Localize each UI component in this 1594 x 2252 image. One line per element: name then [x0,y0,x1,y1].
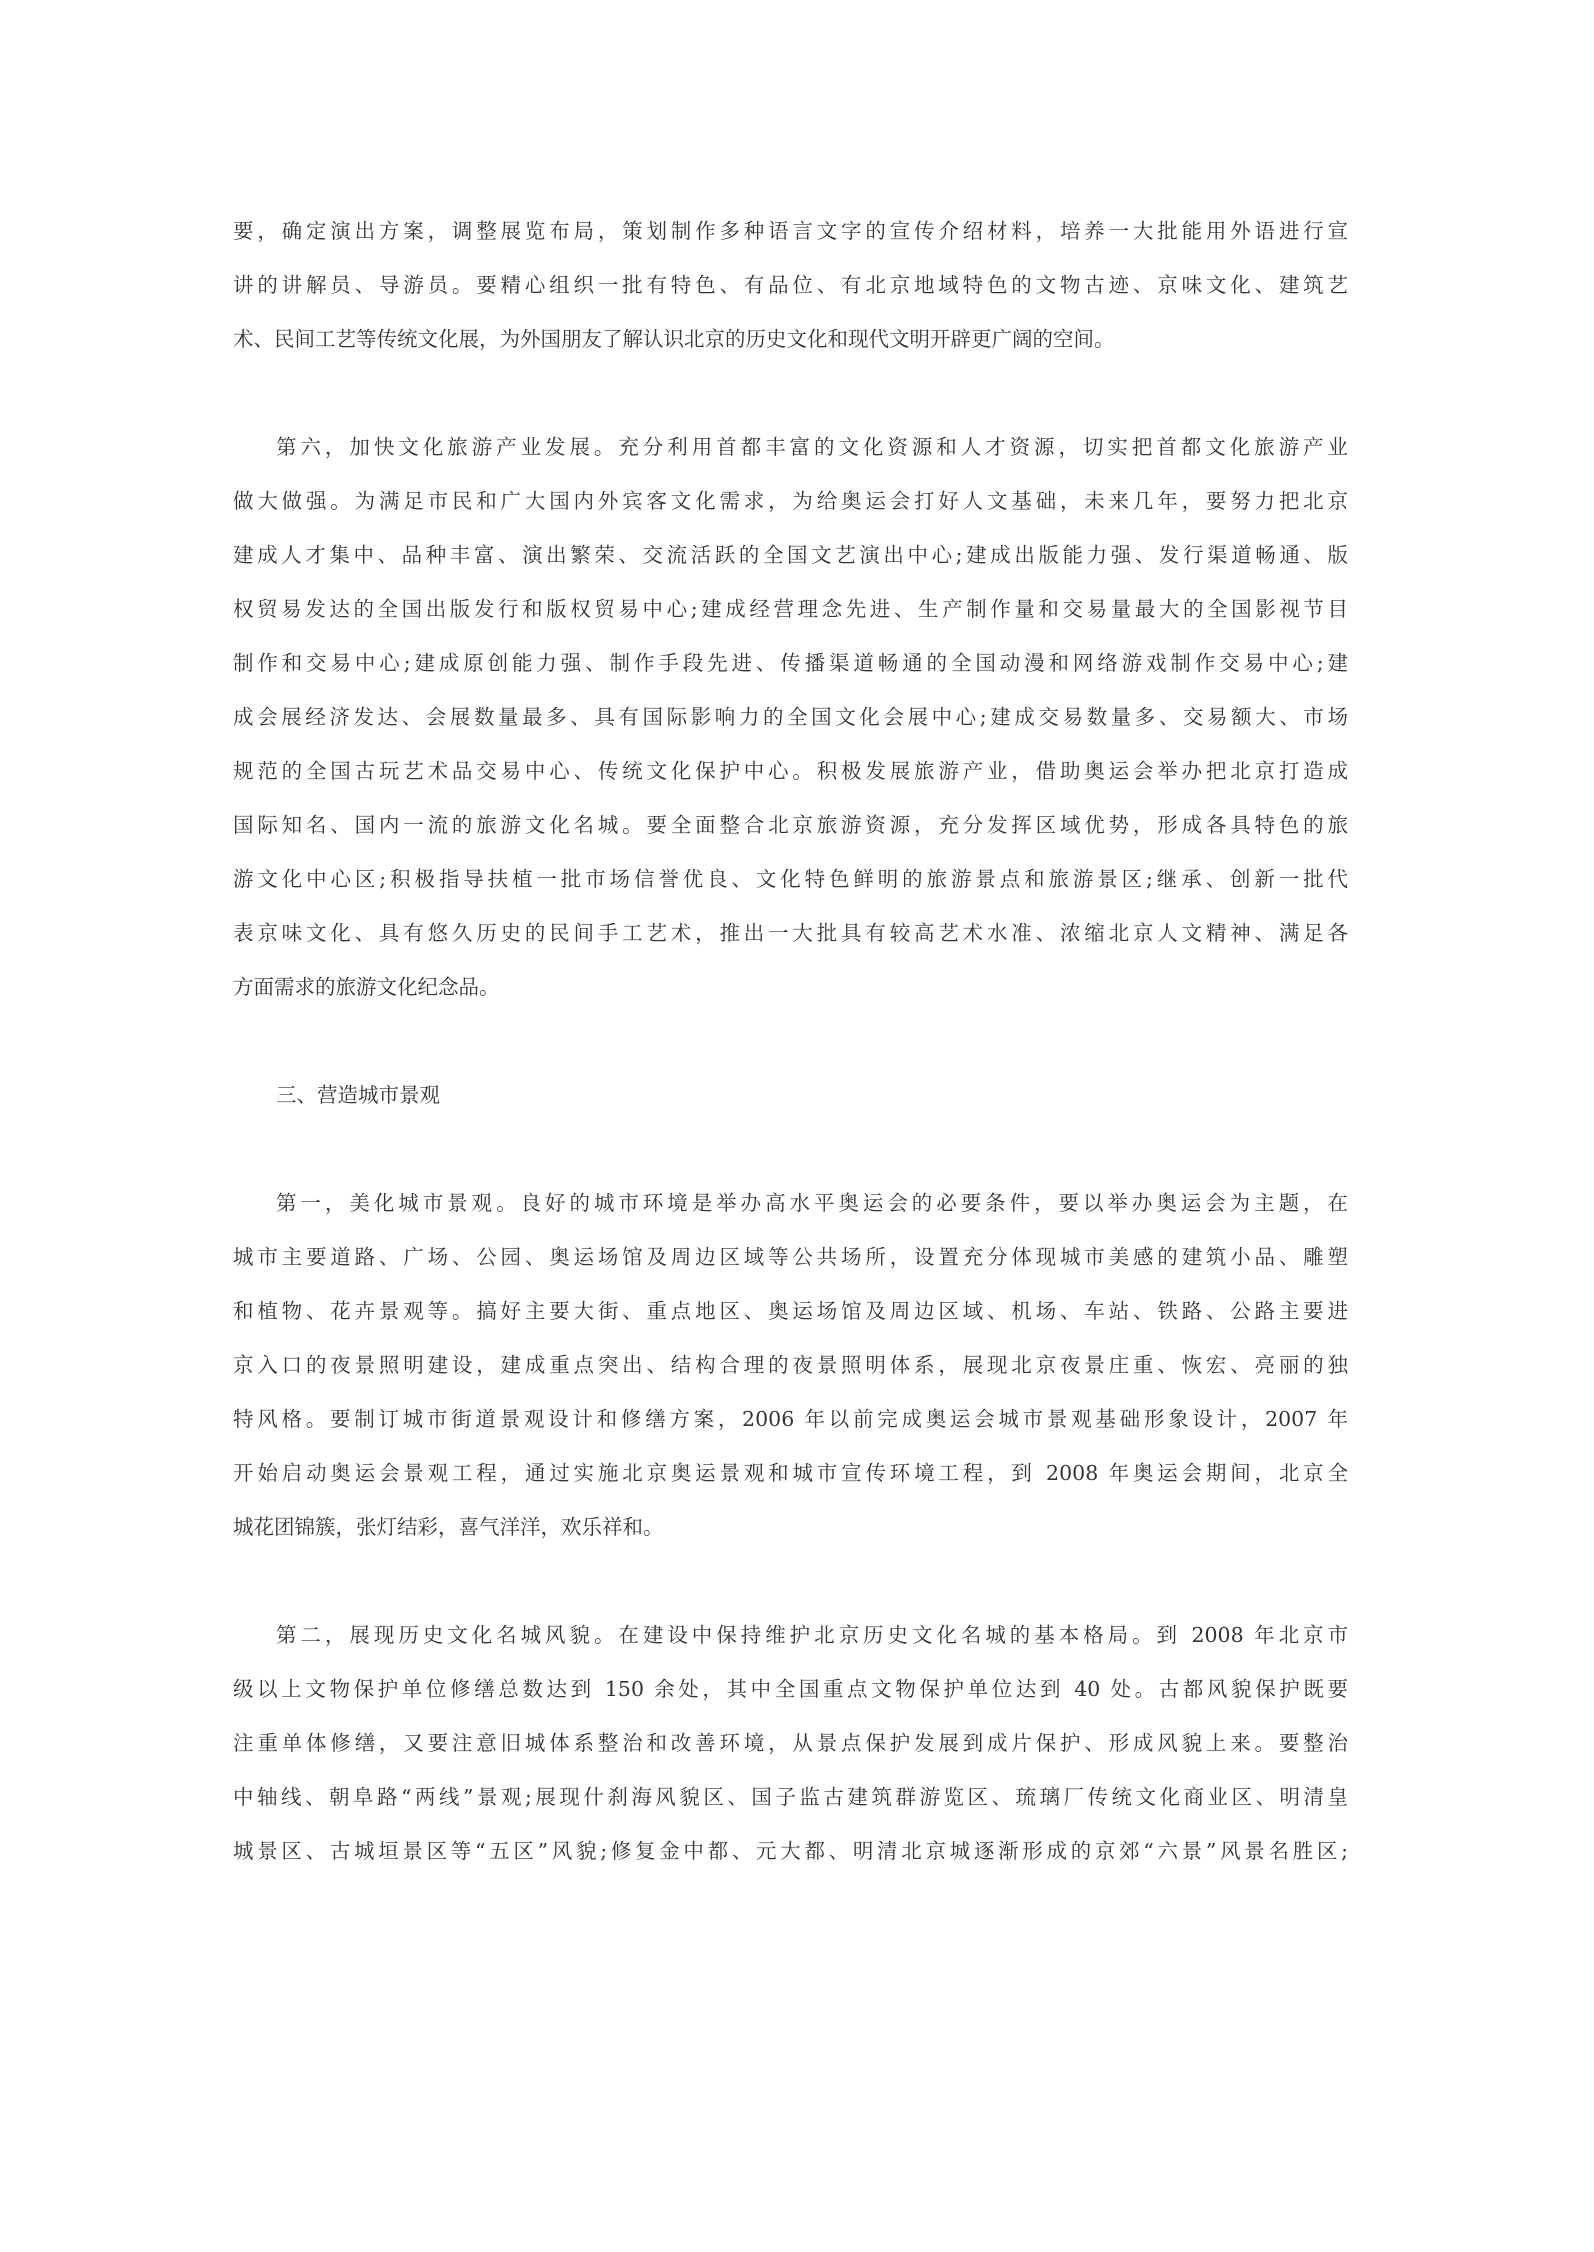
section-heading-text: 三、营造城市景观 [276,1083,440,1107]
text-line: 特风格。要制订城市街道景观设计和修缮方案，2006 年以前完成奥运会城市景观基础形象设计，2007 年 [233,1407,1348,1431]
text-line: 建成人才集中、品种丰富、演出繁荣、交流活跃的全国文艺演出中心;建成出版能力强、发行渠道畅通、版 [233,543,1348,567]
text-line: 方面需求的旅游文化纪念品。 [233,975,500,999]
paragraph-sixth-tourism [233,420,1348,1014]
text-line: 城景区、古城垣景区等“五区”风貌;修复金中都、元大都、明清北京城逐渐形成的京郊“六景”风景名胜区; [233,1839,1348,1863]
paragraph-second-heritage [233,1608,1348,1878]
text-line: 城市主要道路、广场、公园、奥运场馆及周边区域等公共场所，设置充分体现城市美感的建筑小品、雕塑 [233,1245,1348,1269]
text-line: 开始启动奥运会景观工程，通过实施北京奥运景观和城市宣传环境工程，到 2008 年奥运会期间，北京全 [233,1461,1348,1485]
text-line: 游文化中心区;积极指导扶植一批市场信誉优良、文化特色鲜明的旅游景点和旅游景区;继承、创新一批代 [233,867,1348,891]
document-page [233,204,1348,1932]
text-line: 和植物、花卉景观等。搞好主要大街、重点地区、奥运场馆及周边区域、机场、车站、铁路、公路主要进 [233,1299,1348,1323]
paragraph-foreign-promotion [233,204,1348,366]
text-line: 规范的全国古玩艺术品交易中心、传统文化保护中心。积极发展旅游产业，借助奥运会举办把北京打造成 [233,759,1348,783]
text-line: 第六，加快文化旅游产业发展。充分利用首都丰富的文化资源和人才资源，切实把首都文化旅游产业 [276,435,1348,459]
text-line: 第一，美化城市景观。良好的城市环境是举办高水平奥运会的必要条件，要以举办奥运会为主题，在 [276,1191,1348,1215]
text-line: 级以上文物保护单位修缮总数达到 150 余处，其中全国重点文物保护单位达到 40 处。古都风貌保护既要 [233,1677,1348,1701]
text-line: 要，确定演出方案，调整展览布局，策划制作多种语言文字的宣传介绍材料，培养一大批能用外语进行宣 [233,219,1348,243]
text-line: 制作和交易中心;建成原创能力强、制作手段先进、传播渠道畅通的全国动漫和网络游戏制作交易中心;建 [233,651,1348,675]
text-line: 京入口的夜景照明建设，建成重点突出、结构合理的夜景照明体系，展现北京夜景庄重、恢宏、亮丽的独 [233,1353,1348,1377]
text-line: 权贸易发达的全国出版发行和版权贸易中心;建成经营理念先进、生产制作量和交易量最大的全国影视节目 [233,597,1348,621]
text-line: 城花团锦簇，张灯结彩，喜气洋洋，欢乐祥和。 [233,1515,664,1539]
text-line: 表京味文化、具有悠久历史的民间手工艺术，推出一大批具有较高艺术水准、浓缩北京人文精神、满足各 [233,921,1348,945]
text-line: 成会展经济发达、会展数量最多、具有国际影响力的全国文化会展中心;建成交易数量多、交易额大、市场 [233,705,1348,729]
text-line: 讲的讲解员、导游员。要精心组织一批有特色、有品位、有北京地域特色的文物古迹、京味文化、建筑艺 [233,273,1348,297]
text-line: 术、民间工艺等传统文化展，为外国朋友了解认识北京的历史文化和现代文明开辟更广阔的空间。 [233,327,1115,351]
text-line: 注重单体修缮，又要注意旧城体系整治和改善环境，从景点保护发展到成片保护、形成风貌上来。要整治 [233,1731,1348,1755]
section-heading [233,1068,1348,1122]
paragraph-first-landscape [233,1176,1348,1554]
text-line: 第二，展现历史文化名城风貌。在建设中保持维护北京历史文化名城的基本格局。到 2008 年北京市 [276,1623,1348,1647]
text-line: 做大做强。为满足市民和广大国内外宾客文化需求，为给奥运会打好人文基础，未来几年，要努力把北京 [233,489,1348,513]
text-line: 中轴线、朝阜路“两线”景观;展现什刹海风貌区、国子监古建筑群游览区、琉璃厂传统文化商业区、明清皇 [233,1785,1348,1809]
text-line: 国际知名、国内一流的旅游文化名城。要全面整合北京旅游资源，充分发挥区域优势，形成各具特色的旅 [233,813,1348,837]
